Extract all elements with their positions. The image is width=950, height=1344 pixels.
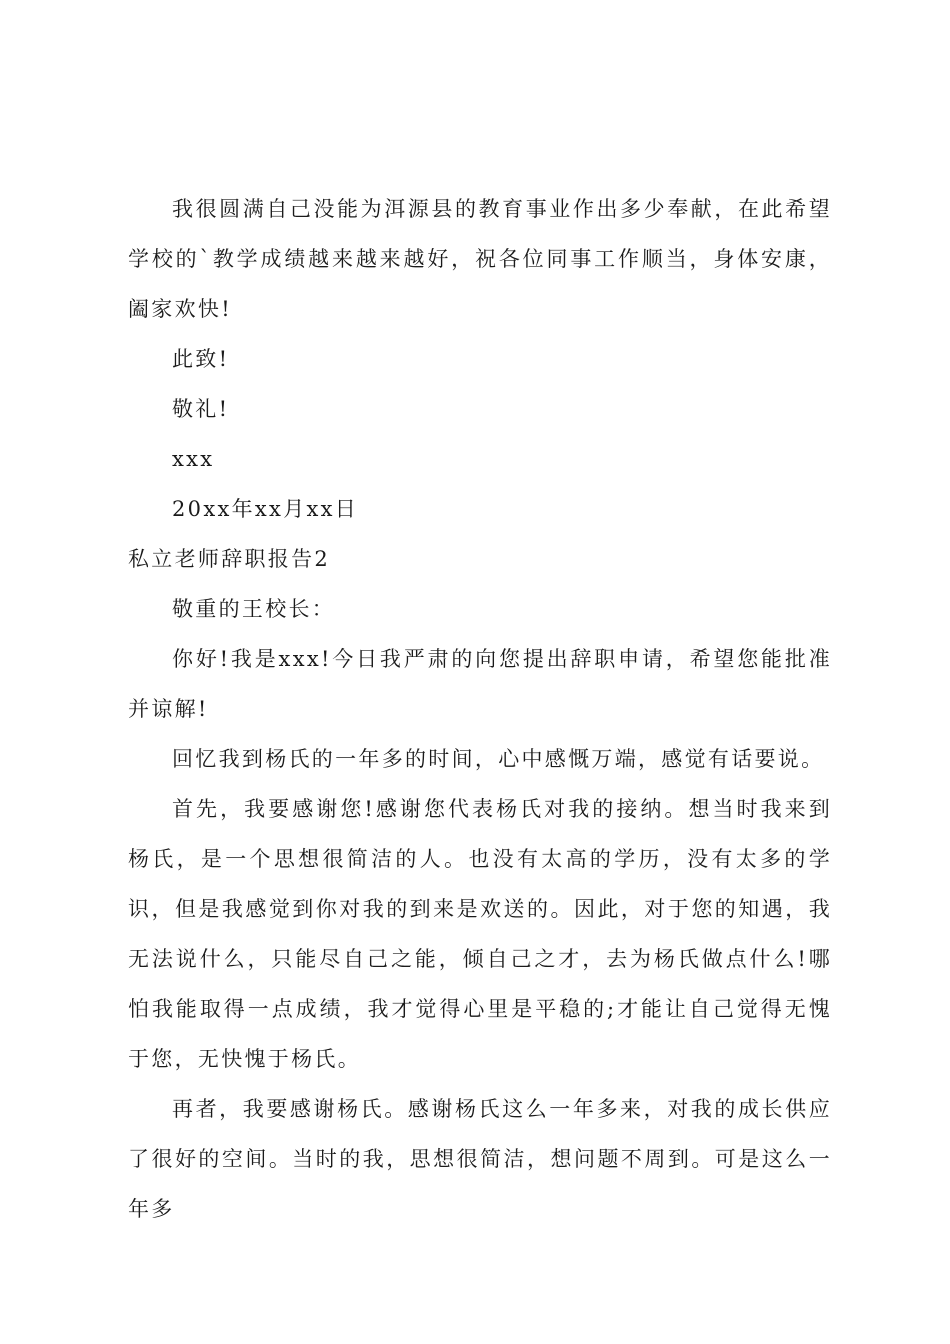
paragraph-thanks-principal: 首先，我要感谢您!感谢您代表杨氏对我的接纳。想当时我来到杨氏，是一个思想很简洁的人。也没有太高的学历，没有太多的学识，但是我感觉到你对我的到来是欢送的。因此，对于您的知遇，我无法说什么，只能尽自己之能，倾自己之才，去为杨氏做点什么!哪怕我能取得一点成绩，我才觉得心里是平稳的;才能让自己觉得无愧于您，无快愧于杨氏。 (128, 797, 832, 1071)
paragraph-greeting: 你好!我是xxx!今日我严肃的向您提出辞职申请，希望您能批准并谅解! (128, 647, 832, 721)
paragraph-wish: 我很圆满自己没能为洱源县的教育事业作出多少奉献，在此希望学校的`教学成绩越来越来越好，祝各位同事工作顺当，身体安康，阖家欢快! (128, 197, 832, 321)
closing-line-1: 此致! (172, 347, 230, 371)
document-body (128, 184, 832, 1234)
paragraph-recall: 回忆我到杨氏的一年多的时间，心中感慨万端，感觉有话要说。 (172, 747, 825, 771)
paragraph-thanks-school: 再者，我要感谢杨氏。感谢杨氏这么一年多来，对我的成长供应了很好的空间。当时的我，思想很简洁，想问题不周到。可是这么一年多 (128, 1097, 832, 1221)
section-heading: 私立老师辞职报告2 (128, 547, 331, 571)
closing-line-2: 敬礼! (172, 397, 230, 421)
salutation: 敬重的王校长： (172, 597, 336, 621)
signature-name: xxx (172, 447, 215, 471)
signature-date: 20xx年xx月xx日 (172, 497, 359, 521)
